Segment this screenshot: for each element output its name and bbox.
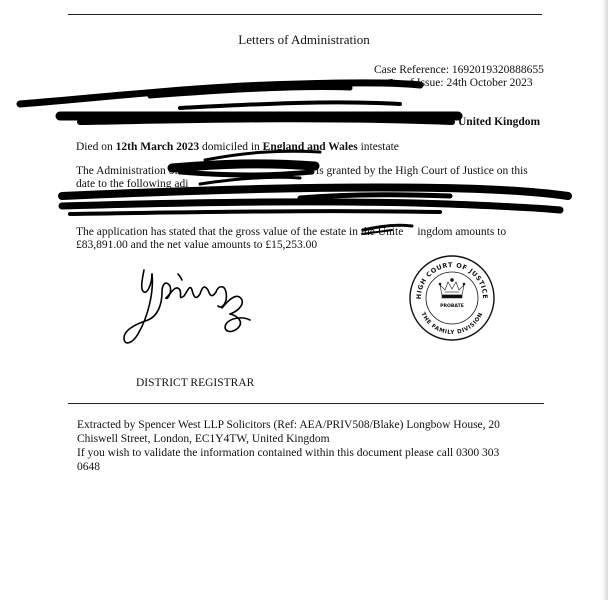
footer-line-2: Chiswell Street, London, EC1Y4TW, United Kingdom	[77, 433, 330, 445]
seal-middle-text: PROBATE	[440, 304, 464, 309]
gross-value-text: The application has stated that the gross value of the estate in the Unite	[76, 226, 404, 238]
died-date: 12th March 2023	[115, 141, 200, 153]
redaction-scribbles	[0, 0, 608, 260]
footer-line-4: 0648	[77, 461, 100, 473]
intestate-text: intestate	[360, 141, 399, 153]
date-of-issue-label: ate of Issue:	[388, 77, 444, 89]
deceased-address-tail: United Kingdom	[458, 116, 541, 128]
domicile: England and Wales	[262, 141, 358, 153]
document-title: Letters of Administration	[238, 32, 370, 47]
footer	[77, 418, 547, 474]
seal-top-text: HIGH COURT OF JUSTICE	[414, 260, 490, 300]
page-edge-shadow	[602, 0, 608, 600]
footer-line-3: If you wish to validate the information contained within this document please call 0300 303	[77, 447, 500, 459]
case-reference-value: 1692019320888655	[451, 64, 544, 76]
footer-rule	[68, 403, 544, 404]
district-registrar-label: DISTRICT REGISTRAR	[136, 377, 255, 389]
registrar-signature	[118, 262, 266, 356]
administration-prefix: The Administration of	[76, 165, 179, 177]
died-prefix: Died on	[76, 141, 113, 153]
date-of-issue-value: 24th October 2023	[446, 77, 533, 89]
case-reference-label: Case Reference:	[374, 64, 450, 76]
administration-suffix: is granted by the High Court of Justice on this	[316, 165, 528, 177]
administration-line2: date to the following adi	[76, 178, 189, 190]
domiciled-text: domiciled in	[201, 141, 260, 153]
crown-icon	[439, 279, 465, 299]
gross-value-tail: ingdom amounts to	[417, 226, 507, 238]
gross-value-line2: £83,891.00 and the net value amounts to £15,253.00	[76, 239, 318, 251]
court-seal-icon	[407, 253, 497, 343]
seal-bottom-text: THE FAMILY DIVISION	[419, 311, 485, 337]
footer-line-1: Extracted by Spencer West LLP Solicitors (Ref: AEA/PRIV508/Blake) Longbow House, 20	[77, 419, 500, 431]
